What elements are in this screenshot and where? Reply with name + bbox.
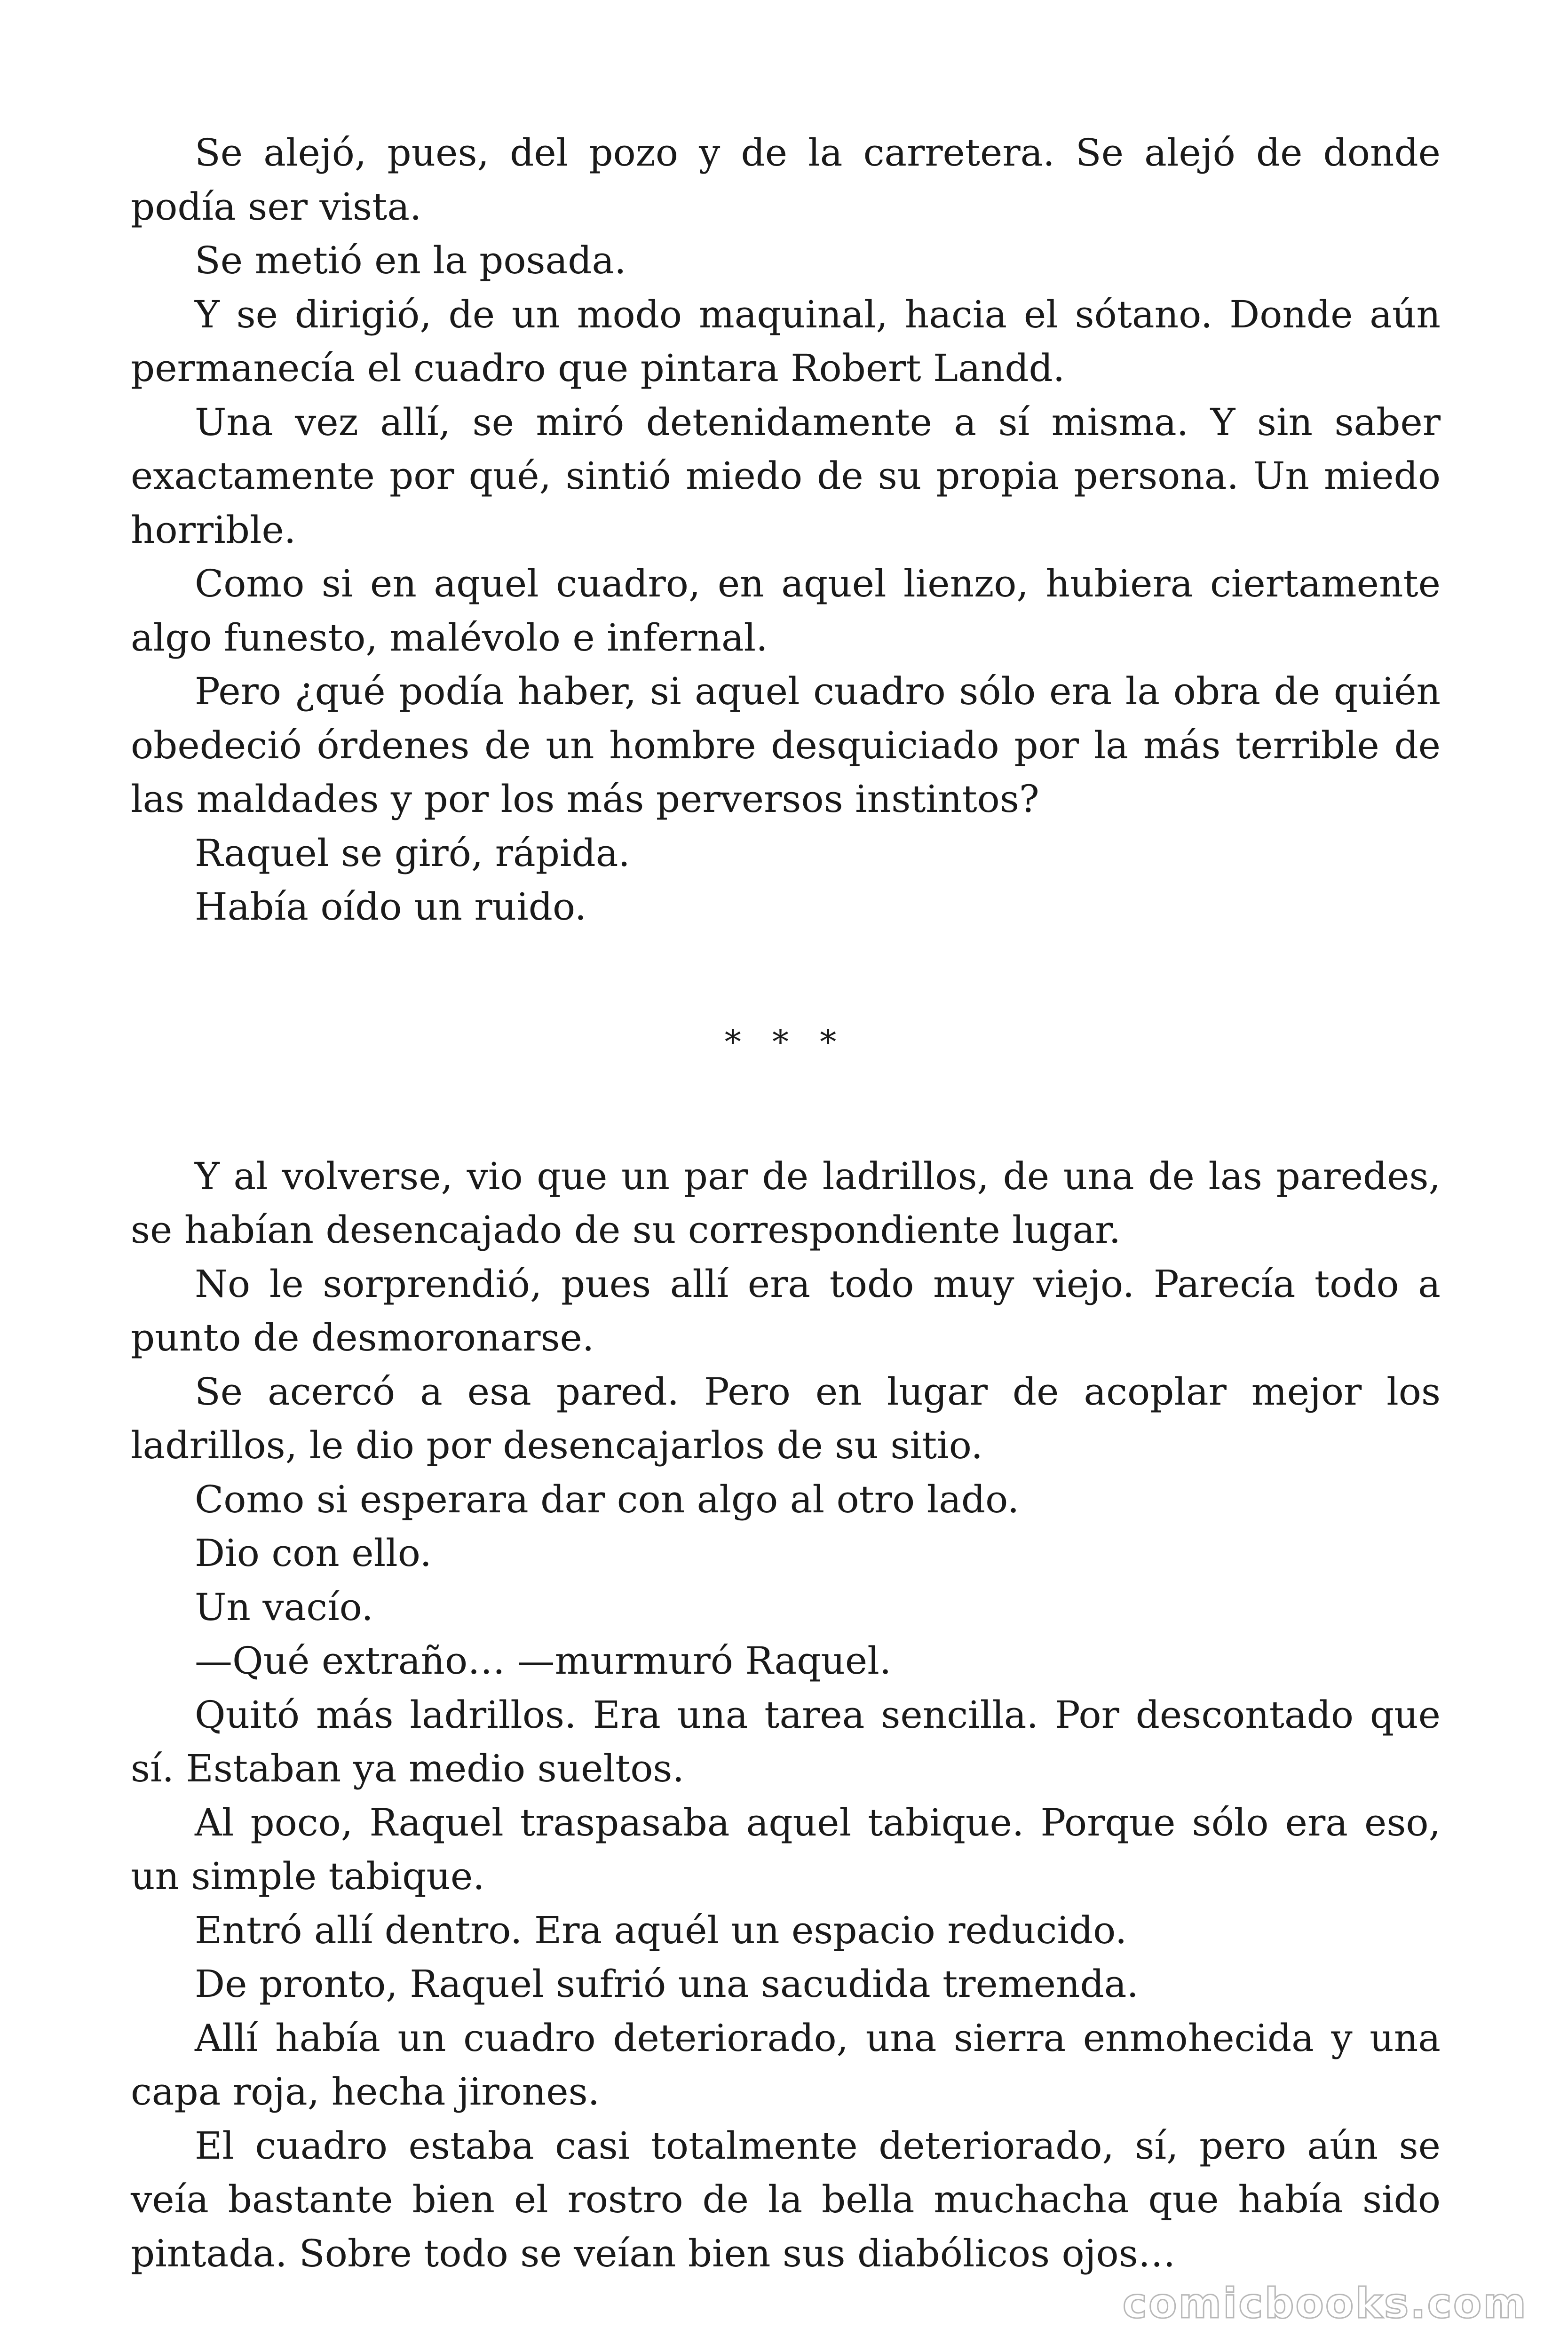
paragraph: Había oído un ruido. [195, 885, 587, 929]
paragraph: Dio con ello. [195, 1531, 432, 1575]
paragraph: Como si en aquel cuadro, en aquel lienzo, hubiera ciertamente algo funesto, malévolo e infernal. [131, 562, 1441, 660]
paragraph: Una vez allí, se miró detenidamente a sí misma. Y sin saber exactamente por qué, sintió miedo de su propia persona. Un miedo horrible. [131, 400, 1441, 552]
paragraph: Quitó más ladrillos. Era una tarea sencilla. Por descontado que sí. Estaban ya medio sueltos. [131, 1692, 1441, 1790]
paragraph: Como si esperara dar con algo al otro lado. [195, 1477, 1020, 1521]
paragraph: Pero ¿qué podía haber, si aquel cuadro sólo era la obra de quién obedeció órdenes de un hombre desquiciado por la más terrible de las maldades y por los más perversos instintos? [131, 669, 1441, 821]
paragraph: Raquel se giró, rápida. [195, 831, 630, 875]
paragraph: Se metió en la posada. [195, 238, 626, 282]
paragraph: De pronto, Raquel sufrió una sacudida tremenda. [195, 1962, 1139, 2006]
paragraph: Allí había un cuadro deteriorado, una sierra enmohecida y una capa roja, hecha jirones. [131, 2016, 1441, 2114]
paragraph: Se acercó a esa pared. Pero en lugar de acoplar mejor los ladrillos, le dio por desencajarlos de su sitio. [131, 1369, 1441, 1467]
scene-break: * * * [724, 1022, 847, 1061]
paragraph: El cuadro estaba casi totalmente deteriorado, sí, pero aún se veía bastante bien el rostro de la bella muchacha que había sido pintada. Sobre todo se veían bien sus diabólicos ojos… [131, 2123, 1441, 2275]
watermark: comicbooks.com [1122, 2279, 1528, 2328]
paragraph: Al poco, Raquel traspasaba aquel tabique. Porque sólo era eso, un simple tabique. [131, 1800, 1441, 1898]
dialogue-paragraph: —Qué extraño… —murmuró Raquel. [195, 1639, 892, 1683]
paragraph: Y al volverse, vio que un par de ladrillos, de una de las paredes, se habían desencajado de su correspondiente lugar. [131, 1154, 1441, 1252]
paragraph: Se alejó, pues, del pozo y de la carretera. Se alejó de donde podía ser vista. [131, 131, 1441, 229]
paragraph: No le sorprendió, pues allí era todo muy viejo. Parecía todo a punto de desmoronarse. [131, 1262, 1441, 1359]
paragraph: Y se dirigió, de un modo maquinal, hacia el sótano. Donde aún permanecía el cuadro que pintara Robert Landd. [131, 292, 1441, 390]
paragraph: Un vacío. [195, 1585, 373, 1629]
text-body [131, 126, 1441, 2280]
paragraph: Entró allí dentro. Era aquél un espacio reducido. [195, 1908, 1127, 1952]
